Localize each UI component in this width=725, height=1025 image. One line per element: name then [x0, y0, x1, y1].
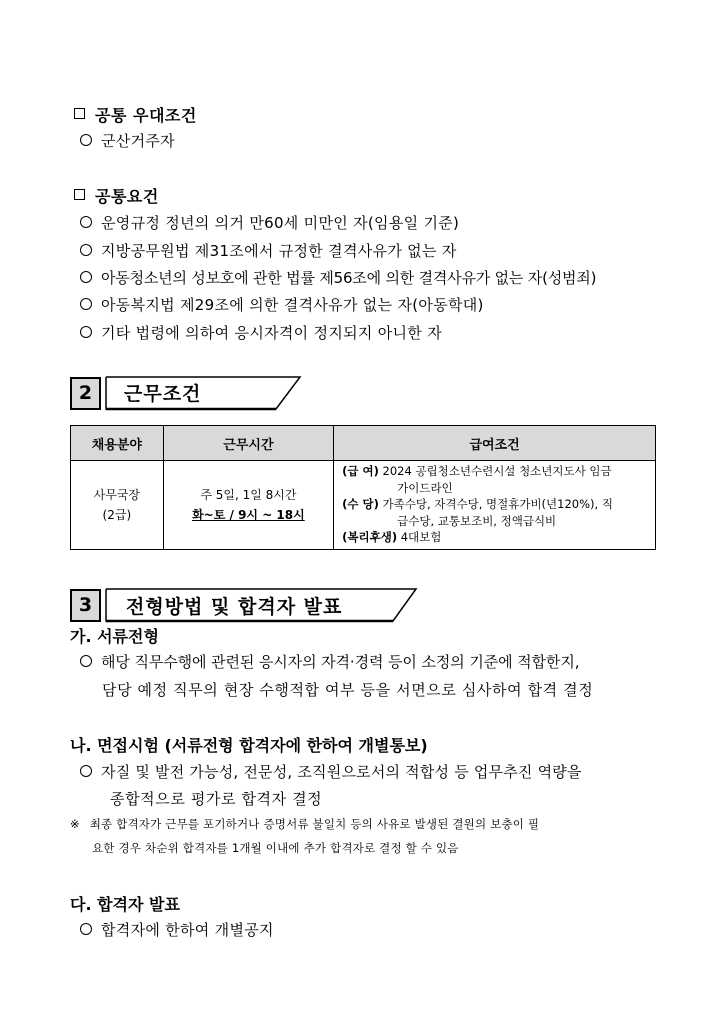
- circle-bullet-icon: [80, 271, 92, 283]
- section-3-number: 3: [70, 589, 101, 622]
- section-2-number: 2: [70, 377, 101, 410]
- hours-cell: 주 5일, 1일 8시간 화~토 / 9시 ~ 18시: [163, 461, 333, 550]
- square-bullet-icon: [74, 108, 85, 119]
- requirement-item: 아동복지법 제29조에 의한 결격사유가 없는 자(아동학대): [80, 294, 484, 315]
- header-pay: 급여조건: [334, 426, 656, 461]
- announcement-text: 합격자에 한하여 개별공지: [80, 919, 274, 940]
- circle-bullet-icon: [80, 765, 92, 777]
- table-row: [71, 461, 656, 550]
- pay-line: (복리후생) 4대보험: [342, 530, 442, 544]
- pay-line: 가이드라인: [397, 480, 453, 495]
- pay-line: 급수당, 교통보조비, 정액급식비: [397, 513, 557, 528]
- document-screening-text-cont: 담당 예정 직무의 현장 수행적합 여부 등을 서면으로 심사하여 합격 결정: [102, 681, 594, 699]
- circle-bullet-icon: [80, 923, 92, 935]
- interview-text: 자질 및 발전 가능성, 전문성, 조직원으로서의 적합성 등 업무추진 역량을: [80, 761, 582, 782]
- pay-line: (수 당) 가족수당, 자격수당, 명절휴가비(년120%), 직: [342, 497, 613, 511]
- interview-note: ※ 최종 합격자가 근무를 포기하거나 증명서류 불일치 등의 사유로 발생된 결원의 보충이 필: [70, 817, 540, 831]
- requirement-item: 아동청소년의 성보호에 관한 법률 제56조에 의한 결격사유가 없는 자(성범죄): [80, 267, 596, 288]
- square-bullet-icon: [74, 189, 85, 200]
- requirement-item: 지방공무원법 제31조에서 규정한 결격사유가 없는 자: [80, 240, 457, 261]
- section-3-title: 전형방법 및 합격자 발표: [126, 596, 343, 618]
- field-cell: 사무국장 (2급): [71, 461, 164, 550]
- table-header-row: [71, 426, 656, 461]
- circle-bullet-icon: [80, 244, 92, 256]
- interview-heading: 나. 면접시험 (서류전형 합격자에 한하여 개별통보): [70, 736, 428, 755]
- announcement-heading: 다. 합격자 발표: [70, 895, 180, 914]
- note-mark: ※: [70, 817, 80, 831]
- header-hours: 근무시간: [163, 426, 333, 461]
- preference-heading: 공통 우대조건: [74, 103, 197, 126]
- document-screening-text: 해당 직무수행에 관련된 응시자의 자격·경력 등이 소정의 기준에 적합한지,: [80, 651, 579, 672]
- requirement-item: 운영규정 정년의 의거 만60세 미만인 자(임용일 기준): [80, 212, 459, 233]
- header-field: 채용분야: [71, 426, 164, 461]
- section-2-title: 근무조건: [124, 383, 202, 405]
- common-requirements-heading: 공통요건: [74, 184, 159, 207]
- circle-bullet-icon: [80, 298, 92, 310]
- preference-item: 군산거주자: [80, 130, 175, 151]
- circle-bullet-icon: [80, 216, 92, 228]
- circle-bullet-icon: [80, 655, 92, 667]
- circle-bullet-icon: [80, 326, 92, 338]
- interview-text-cont: 종합적으로 평가로 합격자 결정: [110, 790, 323, 808]
- pay-cell: [334, 461, 656, 550]
- circle-bullet-icon: [80, 134, 92, 146]
- interview-note-cont: 요한 경우 차순위 합격자를 1개월 이내에 추가 합격자로 결정 할 수 있음: [92, 841, 459, 855]
- requirement-item: 기타 법령에 의하여 응시자격이 정지되지 아니한 자: [80, 322, 442, 343]
- document-screening-heading: 가. 서류전형: [70, 627, 159, 646]
- pay-line: (급 여) 2024 공립청소년수련시설 청소년지도사 임금: [342, 464, 612, 478]
- work-conditions-table: [70, 425, 656, 550]
